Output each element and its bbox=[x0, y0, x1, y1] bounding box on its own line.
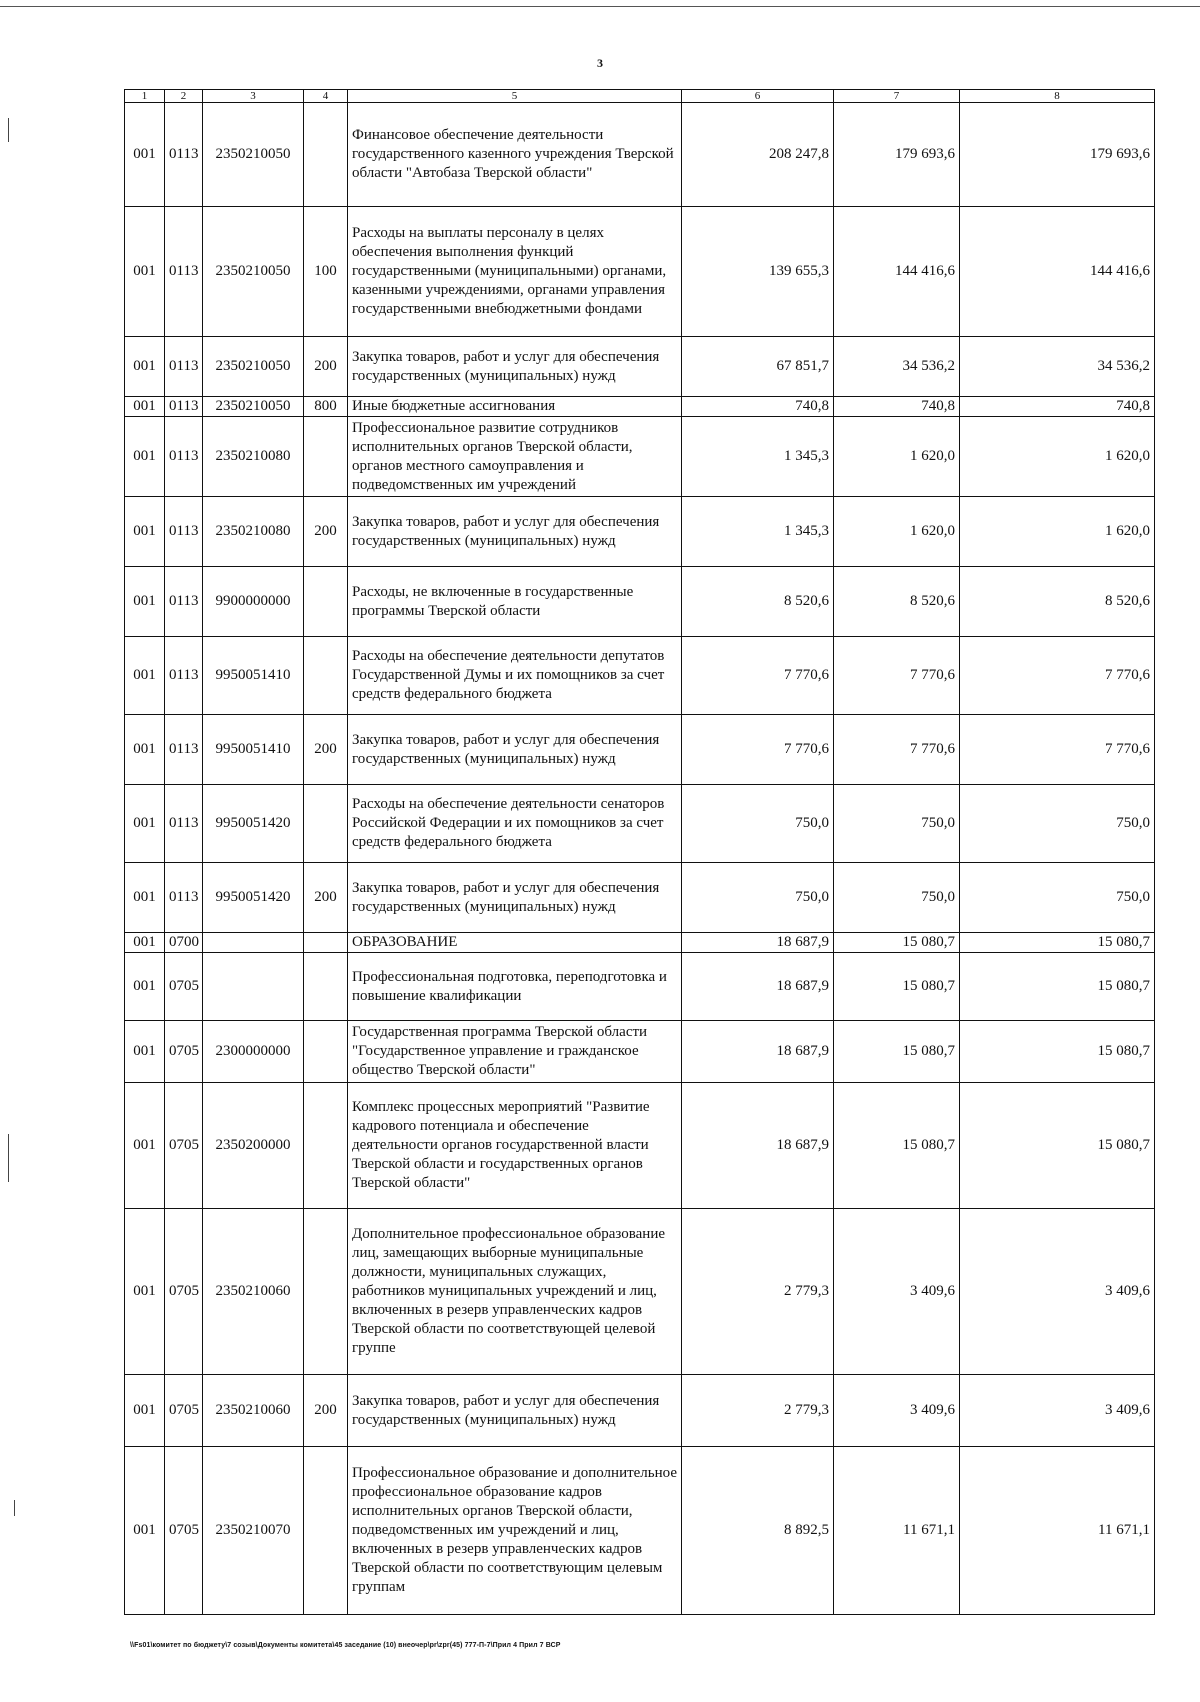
cell-section-code: 0113 bbox=[165, 863, 203, 933]
cell-target-article: 2350210080 bbox=[203, 417, 304, 497]
cell-amount-col7: 7 770,6 bbox=[834, 715, 960, 785]
cell-amount-col6: 1 345,3 bbox=[682, 417, 834, 497]
column-header: 7 bbox=[834, 90, 960, 103]
scan-margin-mark bbox=[8, 1134, 9, 1182]
cell-ministry-code: 001 bbox=[125, 397, 165, 417]
cell-target-article: 9900000000 bbox=[203, 567, 304, 637]
column-header: 1 bbox=[125, 90, 165, 103]
cell-description: Расходы на выплаты персоналу в целях обеспечения выполнения функций государственными (муниципальными) органами, казенными учреждениями, органами управления государственными внебюджетными фондами bbox=[348, 207, 682, 337]
cell-amount-col6: 7 770,6 bbox=[682, 715, 834, 785]
table-row bbox=[125, 953, 1155, 1021]
cell-target-article: 9950051410 bbox=[203, 637, 304, 715]
cell-section-code: 0113 bbox=[165, 567, 203, 637]
table-row bbox=[125, 863, 1155, 933]
cell-amount-col8: 15 080,7 bbox=[960, 933, 1155, 953]
cell-section-code: 0705 bbox=[165, 1083, 203, 1209]
cell-expense-type bbox=[304, 567, 348, 637]
cell-amount-col8: 3 409,6 bbox=[960, 1375, 1155, 1447]
table-row bbox=[125, 337, 1155, 397]
cell-description: Расходы на обеспечение деятельности депутатов Государственной Думы и их помощников за счет средств федерального бюджета bbox=[348, 637, 682, 715]
cell-amount-col7: 15 080,7 bbox=[834, 953, 960, 1021]
cell-target-article: 9950051420 bbox=[203, 785, 304, 863]
table-row bbox=[125, 1083, 1155, 1209]
cell-amount-col6: 2 779,3 bbox=[682, 1375, 834, 1447]
cell-target-article: 2350210050 bbox=[203, 337, 304, 397]
cell-amount-col8: 7 770,6 bbox=[960, 715, 1155, 785]
cell-amount-col8: 7 770,6 bbox=[960, 637, 1155, 715]
cell-ministry-code: 001 bbox=[125, 1375, 165, 1447]
cell-description: Закупка товаров, работ и услуг для обеспечения государственных (муниципальных) нужд bbox=[348, 337, 682, 397]
column-header: 4 bbox=[304, 90, 348, 103]
cell-expense-type bbox=[304, 637, 348, 715]
column-header: 8 bbox=[960, 90, 1155, 103]
page-number: 3 bbox=[597, 56, 603, 70]
cell-target-article: 2350210060 bbox=[203, 1375, 304, 1447]
table-row bbox=[125, 497, 1155, 567]
cell-expense-type bbox=[304, 103, 348, 207]
cell-description: Профессиональное развитие сотрудников исполнительных органов Тверской области, органов местного самоуправления и подведомственных им учреждений bbox=[348, 417, 682, 497]
cell-amount-col7: 1 620,0 bbox=[834, 497, 960, 567]
cell-amount-col6: 18 687,9 bbox=[682, 1083, 834, 1209]
cell-amount-col6: 7 770,6 bbox=[682, 637, 834, 715]
cell-description: Комплекс процессных мероприятий "Развитие кадрового потенциала и обеспечение деятельности органов государственной власти Тверской области и государственных органов Тверской области" bbox=[348, 1083, 682, 1209]
cell-amount-col6: 8 520,6 bbox=[682, 567, 834, 637]
cell-section-code: 0113 bbox=[165, 397, 203, 417]
cell-target-article: 2350210050 bbox=[203, 207, 304, 337]
cell-description: Дополнительное профессиональное образование лиц, замещающих выборные муниципальные должности, муниципальных служащих, работников муниципальных учреждений и лиц, включенных в резерв управленческих кадров Тверской области по соответствующей целевой группе bbox=[348, 1209, 682, 1375]
scan-margin-mark bbox=[8, 118, 9, 142]
cell-target-article: 2350210070 bbox=[203, 1447, 304, 1615]
cell-ministry-code: 001 bbox=[125, 785, 165, 863]
cell-target-article: 2350210080 bbox=[203, 497, 304, 567]
cell-amount-col7: 144 416,6 bbox=[834, 207, 960, 337]
cell-ministry-code: 001 bbox=[125, 337, 165, 397]
table-row bbox=[125, 637, 1155, 715]
cell-amount-col8: 15 080,7 bbox=[960, 953, 1155, 1021]
cell-amount-col8: 34 536,2 bbox=[960, 337, 1155, 397]
cell-description: Расходы, не включенные в государственные программы Тверской области bbox=[348, 567, 682, 637]
cell-ministry-code: 001 bbox=[125, 1021, 165, 1083]
scan-margin-mark bbox=[14, 1500, 15, 1516]
cell-expense-type: 200 bbox=[304, 863, 348, 933]
cell-amount-col6: 1 345,3 bbox=[682, 497, 834, 567]
cell-ministry-code: 001 bbox=[125, 863, 165, 933]
cell-description: Закупка товаров, работ и услуг для обеспечения государственных (муниципальных) нужд bbox=[348, 1375, 682, 1447]
cell-amount-col7: 750,0 bbox=[834, 863, 960, 933]
cell-section-code: 0705 bbox=[165, 1209, 203, 1375]
cell-ministry-code: 001 bbox=[125, 933, 165, 953]
cell-section-code: 0113 bbox=[165, 497, 203, 567]
cell-ministry-code: 001 bbox=[125, 715, 165, 785]
cell-expense-type bbox=[304, 785, 348, 863]
cell-amount-col8: 740,8 bbox=[960, 397, 1155, 417]
table-row bbox=[125, 785, 1155, 863]
column-header: 6 bbox=[682, 90, 834, 103]
cell-amount-col6: 2 779,3 bbox=[682, 1209, 834, 1375]
cell-expense-type: 800 bbox=[304, 397, 348, 417]
cell-amount-col6: 67 851,7 bbox=[682, 337, 834, 397]
cell-ministry-code: 001 bbox=[125, 1447, 165, 1615]
cell-amount-col6: 750,0 bbox=[682, 785, 834, 863]
cell-amount-col8: 1 620,0 bbox=[960, 417, 1155, 497]
cell-amount-col8: 144 416,6 bbox=[960, 207, 1155, 337]
cell-ministry-code: 001 bbox=[125, 103, 165, 207]
cell-section-code: 0705 bbox=[165, 1447, 203, 1615]
cell-amount-col7: 1 620,0 bbox=[834, 417, 960, 497]
cell-amount-col6: 8 892,5 bbox=[682, 1447, 834, 1615]
cell-description: ОБРАЗОВАНИЕ bbox=[348, 933, 682, 953]
table-row bbox=[125, 567, 1155, 637]
cell-amount-col8: 750,0 bbox=[960, 863, 1155, 933]
table-row bbox=[125, 1375, 1155, 1447]
cell-amount-col7: 15 080,7 bbox=[834, 1021, 960, 1083]
cell-amount-col8: 750,0 bbox=[960, 785, 1155, 863]
cell-expense-type: 200 bbox=[304, 337, 348, 397]
cell-ministry-code: 001 bbox=[125, 1083, 165, 1209]
cell-ministry-code: 001 bbox=[125, 207, 165, 337]
cell-target-article: 9950051410 bbox=[203, 715, 304, 785]
cell-section-code: 0705 bbox=[165, 953, 203, 1021]
cell-section-code: 0113 bbox=[165, 103, 203, 207]
cell-section-code: 0113 bbox=[165, 337, 203, 397]
cell-amount-col6: 139 655,3 bbox=[682, 207, 834, 337]
cell-expense-type: 200 bbox=[304, 715, 348, 785]
table-row bbox=[125, 207, 1155, 337]
cell-amount-col7: 34 536,2 bbox=[834, 337, 960, 397]
cell-description: Государственная программа Тверской области "Государственное управление и гражданское общество Тверской области" bbox=[348, 1021, 682, 1083]
cell-amount-col8: 15 080,7 bbox=[960, 1083, 1155, 1209]
cell-amount-col8: 11 671,1 bbox=[960, 1447, 1155, 1615]
cell-target-article: 2350210060 bbox=[203, 1209, 304, 1375]
cell-target-article: 9950051420 bbox=[203, 863, 304, 933]
cell-expense-type bbox=[304, 953, 348, 1021]
document-file-path: \\Fs01\комитет по бюджету\7 созыв\Документы комитета\45 заседание (10) внеочер\pr\zpr(45) 777-П-7\Прил 4 Прил 7 ВСР bbox=[130, 1642, 561, 1649]
cell-target-article: 2350210050 bbox=[203, 103, 304, 207]
cell-amount-col8: 8 520,6 bbox=[960, 567, 1155, 637]
cell-description: Финансовое обеспечение деятельности государственного казенного учреждения Тверской области "Автобаза Тверской области" bbox=[348, 103, 682, 207]
cell-amount-col8: 15 080,7 bbox=[960, 1021, 1155, 1083]
table-row bbox=[125, 103, 1155, 207]
cell-amount-col6: 18 687,9 bbox=[682, 933, 834, 953]
cell-description: Закупка товаров, работ и услуг для обеспечения государственных (муниципальных) нужд bbox=[348, 715, 682, 785]
column-header: 3 bbox=[203, 90, 304, 103]
cell-target-article: 2350210050 bbox=[203, 397, 304, 417]
column-header: 2 bbox=[165, 90, 203, 103]
budget-table-body bbox=[125, 103, 1155, 1615]
table-row bbox=[125, 715, 1155, 785]
cell-description: Профессиональная подготовка, переподготовка и повышение квалификации bbox=[348, 953, 682, 1021]
cell-expense-type: 100 bbox=[304, 207, 348, 337]
cell-section-code: 0113 bbox=[165, 207, 203, 337]
column-header: 5 bbox=[348, 90, 682, 103]
cell-section-code: 0113 bbox=[165, 637, 203, 715]
table-row bbox=[125, 1021, 1155, 1083]
cell-ministry-code: 001 bbox=[125, 567, 165, 637]
cell-section-code: 0113 bbox=[165, 715, 203, 785]
cell-ministry-code: 001 bbox=[125, 953, 165, 1021]
cell-amount-col6: 18 687,9 bbox=[682, 1021, 834, 1083]
cell-section-code: 0113 bbox=[165, 417, 203, 497]
table-row bbox=[125, 1209, 1155, 1375]
cell-amount-col7: 7 770,6 bbox=[834, 637, 960, 715]
cell-amount-col6: 208 247,8 bbox=[682, 103, 834, 207]
cell-ministry-code: 001 bbox=[125, 417, 165, 497]
table-row bbox=[125, 1447, 1155, 1615]
cell-expense-type bbox=[304, 933, 348, 953]
cell-amount-col8: 3 409,6 bbox=[960, 1209, 1155, 1375]
cell-target-article: 2300000000 bbox=[203, 1021, 304, 1083]
cell-expense-type bbox=[304, 417, 348, 497]
table-row bbox=[125, 397, 1155, 417]
cell-amount-col7: 8 520,6 bbox=[834, 567, 960, 637]
cell-description: Иные бюджетные ассигнования bbox=[348, 397, 682, 417]
table-row bbox=[125, 933, 1155, 953]
cell-expense-type bbox=[304, 1021, 348, 1083]
budget-table bbox=[124, 89, 1155, 1615]
cell-section-code: 0705 bbox=[165, 1021, 203, 1083]
cell-expense-type: 200 bbox=[304, 497, 348, 567]
cell-ministry-code: 001 bbox=[125, 497, 165, 567]
cell-amount-col7: 3 409,6 bbox=[834, 1375, 960, 1447]
column-number-row bbox=[125, 90, 1155, 103]
cell-description: Закупка товаров, работ и услуг для обеспечения государственных (муниципальных) нужд bbox=[348, 497, 682, 567]
cell-amount-col6: 18 687,9 bbox=[682, 953, 834, 1021]
cell-description: Закупка товаров, работ и услуг для обеспечения государственных (муниципальных) нужд bbox=[348, 863, 682, 933]
cell-expense-type bbox=[304, 1209, 348, 1375]
cell-amount-col7: 11 671,1 bbox=[834, 1447, 960, 1615]
cell-amount-col7: 740,8 bbox=[834, 397, 960, 417]
cell-section-code: 0113 bbox=[165, 785, 203, 863]
cell-expense-type bbox=[304, 1083, 348, 1209]
cell-target-article bbox=[203, 953, 304, 1021]
cell-target-article: 2350200000 bbox=[203, 1083, 304, 1209]
table-row bbox=[125, 417, 1155, 497]
cell-amount-col6: 750,0 bbox=[682, 863, 834, 933]
cell-target-article bbox=[203, 933, 304, 953]
cell-description: Расходы на обеспечение деятельности сенаторов Российской Федерации и их помощников за счет средств федерального бюджета bbox=[348, 785, 682, 863]
cell-ministry-code: 001 bbox=[125, 1209, 165, 1375]
cell-amount-col7: 15 080,7 bbox=[834, 1083, 960, 1209]
cell-amount-col8: 179 693,6 bbox=[960, 103, 1155, 207]
cell-amount-col7: 179 693,6 bbox=[834, 103, 960, 207]
cell-expense-type bbox=[304, 1447, 348, 1615]
cell-expense-type: 200 bbox=[304, 1375, 348, 1447]
cell-amount-col8: 1 620,0 bbox=[960, 497, 1155, 567]
cell-ministry-code: 001 bbox=[125, 637, 165, 715]
cell-amount-col7: 15 080,7 bbox=[834, 933, 960, 953]
cell-section-code: 0705 bbox=[165, 1375, 203, 1447]
cell-amount-col7: 3 409,6 bbox=[834, 1209, 960, 1375]
cell-amount-col6: 740,8 bbox=[682, 397, 834, 417]
cell-amount-col7: 750,0 bbox=[834, 785, 960, 863]
cell-section-code: 0700 bbox=[165, 933, 203, 953]
cell-description: Профессиональное образование и дополнительное профессиональное образование кадров исполнительных органов Тверской области, подведомственных им учреждений и лиц, включенных в резерв управленческих кадров Тверской области по соответствующим целевым группам bbox=[348, 1447, 682, 1615]
scan-edge-line bbox=[0, 6, 1200, 7]
